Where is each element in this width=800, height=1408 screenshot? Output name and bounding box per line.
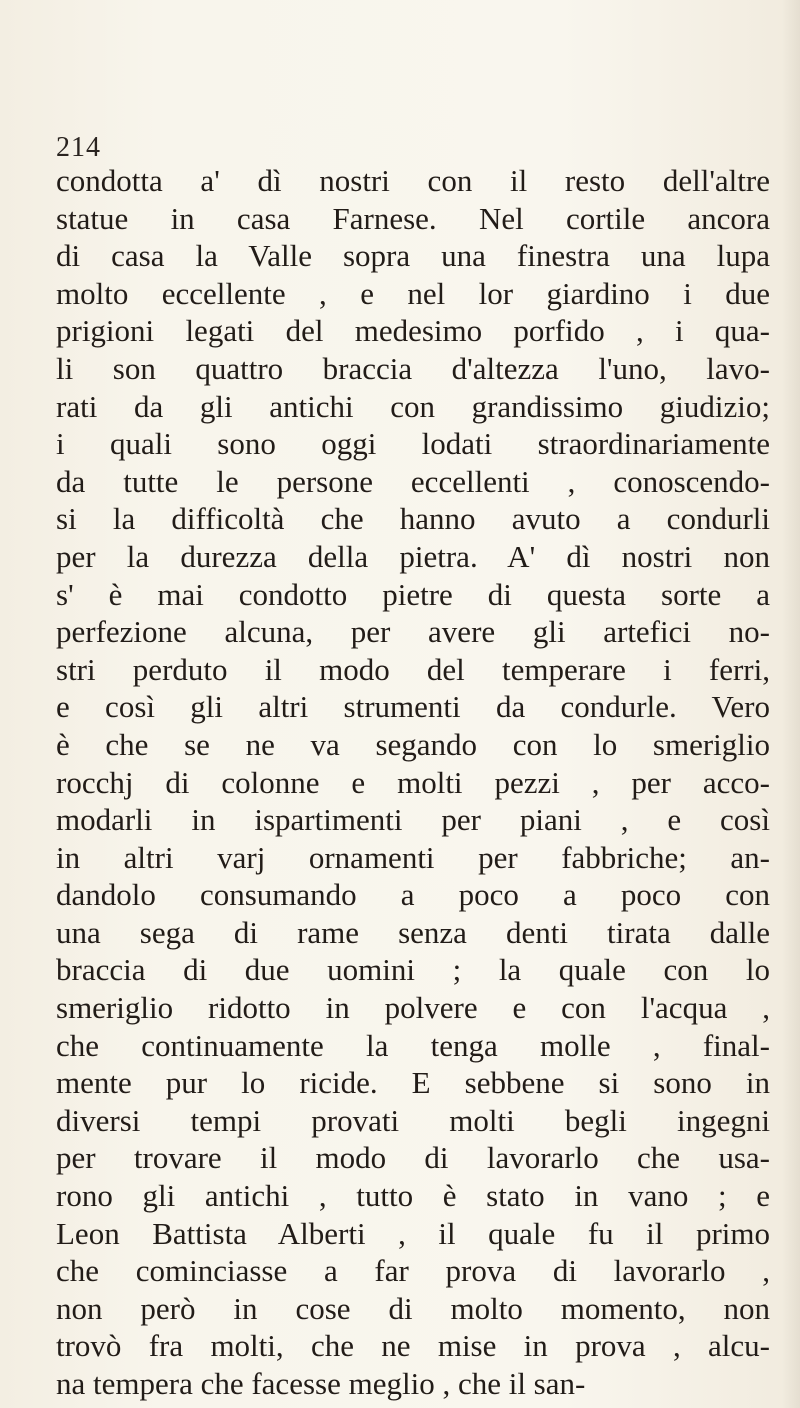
text-line: che continuamente la tenga molle , final- xyxy=(56,1027,770,1063)
text-line: non però in cose di molto momento, non xyxy=(56,1290,770,1326)
text-line: s' è mai condotto pietre di questa sorte a xyxy=(56,576,770,612)
text-line: rati da gli antichi con grandissimo giudizio; xyxy=(56,388,770,424)
text-line: modarli in ispartimenti per piani , e così xyxy=(56,802,770,838)
text-line: si la difficoltà che hanno avuto a condurli xyxy=(56,501,770,537)
text-line: mente pur lo ricide. E sebbene si sono in xyxy=(56,1065,770,1101)
text-line: una sega di rame senza denti tirata dalle xyxy=(56,914,770,950)
text-line: prigioni legati del medesimo porfido , i qua- xyxy=(56,313,770,349)
text-line: Leon Battista Alberti , il quale fu il primo xyxy=(56,1215,770,1251)
text-line: per la durezza della pietra. A' dì nostri non xyxy=(56,538,770,574)
text-line: statue in casa Farnese. Nel cortile ancora xyxy=(56,200,770,236)
text-line: è che se ne va segando con lo smeriglio xyxy=(56,726,770,762)
text-line: condotta a' dì nostri con il resto dell'altre xyxy=(56,163,770,198)
text-line: na tempera che facesse meglio , che il san- xyxy=(56,1366,586,1401)
text-line: perfezione alcuna, per avere gli artefici no- xyxy=(56,614,770,650)
text-line: e così gli altri strumenti da condurle. Vero xyxy=(56,689,770,725)
text-line: in altri varj ornamenti per fabbriche; an- xyxy=(56,839,770,875)
text-line: smeriglio ridotto in polvere e con l'acqua , xyxy=(56,990,770,1026)
text-line: di casa la Valle sopra una finestra una lupa xyxy=(56,238,770,274)
text-line: che cominciasse a far prova di lavorarlo , xyxy=(56,1253,770,1289)
text-line: li son quattro braccia d'altezza l'uno, lavo- xyxy=(56,350,770,386)
text-line: i quali sono oggi lodati straordinariamente xyxy=(56,426,770,462)
text-line: dandolo consumando a poco a poco con xyxy=(56,877,770,913)
text-line: trovò fra molti, che ne mise in prova , alcu- xyxy=(56,1328,770,1364)
text-line: stri perduto il modo del temperare i ferri, xyxy=(56,651,770,687)
text-line: per trovare il modo di lavorarlo che usa- xyxy=(56,1140,770,1176)
text-line: molto eccellente , e nel lor giardino i due xyxy=(56,275,770,311)
body-text xyxy=(56,162,770,1403)
text-line: braccia di due uomini ; la quale con lo xyxy=(56,952,770,988)
text-line: rocchj di colonne e molti pezzi , per acco- xyxy=(56,764,770,800)
text-line: diversi tempi provati molti begli ingegni xyxy=(56,1102,770,1138)
page-number: 214 xyxy=(56,132,101,163)
page-edge-shadow xyxy=(782,0,800,1408)
text-line: rono gli antichi , tutto è stato in vano ; e xyxy=(56,1178,770,1214)
text-line: da tutte le persone eccellenti , conoscendo- xyxy=(56,463,770,499)
